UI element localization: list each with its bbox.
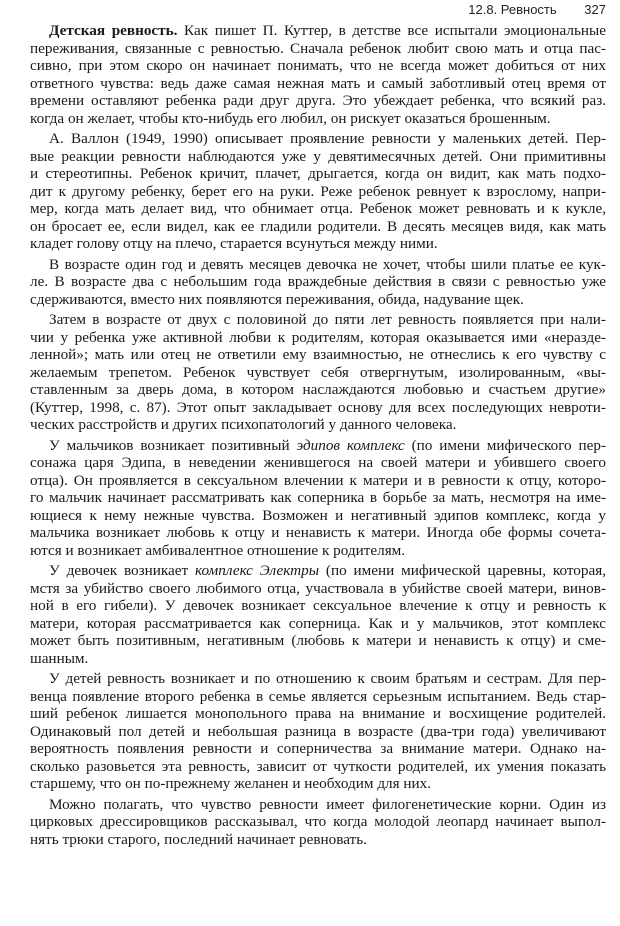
text-run: желаемым трепетом. Ребенок чувствует себя отвергнутым, изолированным, «вы- [30, 363, 606, 381]
text-line [30, 40, 606, 58]
text-line [30, 416, 606, 434]
text-run: переживания, связанные с ревностью. Сначала ребенок любит свою мать и отца пас- [30, 39, 606, 57]
text-run: он бросает ее, если видел, как ее гладили родители. В десять месяцев видя, как мать [30, 217, 606, 235]
text-line [30, 723, 606, 741]
text-line [30, 311, 606, 329]
text-run: мстя за убийство своего любимого отца, участвовала в убийстве своей матери, винов- [30, 579, 606, 597]
text-run: ются и возникает амбивалентное отношение к родителям. [30, 541, 406, 559]
section-title: 12.8. Ревность [468, 2, 557, 17]
text-line [30, 256, 606, 274]
text-run: А. Валлон (1949, 1990) описывает проявление ревности у маленьких детей. Пер- [49, 130, 606, 147]
italic-term: эдипов комплекс [296, 436, 405, 454]
text-run: (по имени мифической царевны, которая, [319, 562, 607, 579]
paragraph [30, 130, 606, 253]
text-run: сдерживаются, вместо них появляются переживания, обида, надувание щек. [30, 290, 524, 308]
text-run: чии у ребенка уже активной любви к родителям, которая оказывается ими «неразде- [30, 328, 606, 346]
text-run: отца). Он проявляется в сексуальном влечении к матери и в ревности к отцу, которо- [30, 471, 606, 489]
text-run: и стереотипны. Ребенок кричит, плачет, дрыгается, когда он видит, как мать подхо- [30, 165, 606, 182]
text-line [30, 831, 606, 849]
text-line [30, 688, 606, 706]
text-line [30, 92, 606, 110]
text-line [30, 218, 606, 236]
text-run: может быть позитивным, негативным (любовь к матери и ненависть к отцу) и сме- [30, 632, 606, 649]
text-line [30, 235, 606, 253]
text-run: Можно полагать, что чувство ревности имеет филогенетические корни. Один из [49, 795, 606, 813]
paragraph [30, 670, 606, 793]
text-line [30, 130, 606, 148]
text-run: ной в его гибели). У девочек возникает сексуальное влечение к отцу и ревность к [30, 597, 606, 614]
text-line [30, 364, 606, 382]
text-run: мер, когда мать делает вид, что обнимает отца. Ребенок может ревновать и к кукле, [30, 200, 606, 217]
text-run: У мальчиков возникает позитивный [49, 436, 297, 454]
text-line [30, 597, 606, 615]
text-line [30, 110, 606, 128]
text-run: вероятность появления ревности и соперничества за внимание матери. Однако на- [30, 740, 606, 757]
text-run: В возрасте один год и девять месяцев девочка не хочет, чтобы шили платье ее кук- [49, 255, 606, 273]
text-line [30, 758, 606, 776]
text-line [30, 542, 606, 560]
text-line [30, 632, 606, 650]
text-run: Одинаковый пол детей и небольшая разница в возрасте (два-три года) увеличивают [30, 722, 606, 740]
text-line [30, 346, 606, 364]
text-line [30, 472, 606, 490]
paragraph [30, 311, 606, 434]
italic-term: комплекс Электры [195, 562, 320, 579]
text-run: мальчика возникает любовь к отцу и ненависть к матери. Иногда обе формы сочета- [30, 524, 606, 541]
text-run: матери, которая рассматривается как соперница. Как и у мальчиков, этот комплекс [30, 614, 606, 632]
text-line [30, 200, 606, 218]
text-run: ший ребенок лишается монопольного права на внимание и восхищение родителей. [30, 705, 606, 722]
paragraph [30, 437, 606, 560]
text-run: ческих расстройств и других психопатологий у данного человека. [30, 416, 457, 433]
text-line [30, 796, 606, 814]
paragraph [30, 22, 606, 127]
page-body [30, 22, 606, 851]
text-line [30, 670, 606, 688]
text-run: дит к другому ребенку, берет его на руки. Реже ребенок ревнует к взрослому, напри- [30, 182, 606, 200]
text-run: У девочек возникает [49, 562, 195, 579]
text-run: сонажа царя Эдипа, в неведении женившегося на своей матери и убившего своего [30, 454, 606, 471]
paragraph [30, 256, 606, 309]
text-run: Как пишет П. Куттер, в детстве все испытали эмоциональные [177, 22, 606, 39]
text-run: когда он желает, чтобы кто-нибудь его любил, он рискует оказаться брошенным. [30, 109, 551, 127]
text-run: старшему, что он по-прежнему желанен и необходим для них. [30, 775, 432, 792]
text-line [30, 437, 606, 455]
text-run: (по имени мифического пер- [404, 436, 607, 454]
page-number: 327 [584, 2, 606, 17]
text-line [30, 57, 606, 75]
text-run: цирковых дрессировщиков рассказывал, что когда молодой леопард начинает выпол- [30, 813, 606, 830]
text-line [30, 580, 606, 598]
text-line [30, 489, 606, 507]
text-run: венца появление второго ребенка в семье является серьезным испытанием. Ведь стар- [30, 687, 606, 705]
text-run: нять трюки старого, последний начинает ревновать. [30, 830, 367, 848]
text-run: го мальчик начинает рассматривать как соперника в борьбе за мать, несмотря на име- [30, 489, 606, 506]
text-line [30, 329, 606, 347]
text-line [30, 165, 606, 183]
text-line [30, 562, 606, 580]
text-line [30, 148, 606, 166]
text-line [30, 75, 606, 93]
text-line [30, 705, 606, 723]
text-line [30, 381, 606, 399]
paragraph [30, 796, 606, 849]
text-line [30, 524, 606, 542]
text-line [30, 813, 606, 831]
text-line [30, 454, 606, 472]
text-line [30, 183, 606, 201]
text-run: сивно, при этом скоро он начинает понимать, что не всегда может добиться от них [30, 57, 606, 74]
text-run: Затем в возрасте от двух с половиной до пяти лет ревность появляется при нали- [49, 311, 606, 328]
text-run: кладет голову отцу на плечо, старается всунуться между ними. [30, 235, 438, 252]
text-run: вые реакции ревности наблюдаются уже у девятимесячных детей. Они примитивны [30, 147, 606, 165]
text-run: (Куттер, 1998, с. 87). Этот опыт закладывает основу для всех последующих невроти- [30, 398, 606, 416]
text-line [30, 291, 606, 309]
text-run: шанным. [30, 649, 89, 667]
text-run: ленной»; мать или отец не ответили ему взаимностью, не отнеслись к его чувству с [30, 346, 606, 363]
text-line [30, 650, 606, 668]
text-line [30, 22, 606, 40]
text-run: ставленным за дверь дома, в котором наслаждаются любовью и счастьем другие» [30, 381, 606, 398]
text-line [30, 740, 606, 758]
text-run: сколько разовьется эта ревность, зависит от чуткости родителей, их умения показать [30, 757, 606, 775]
bold-heading: Детская ревность. [49, 22, 178, 39]
text-line [30, 399, 606, 417]
text-line [30, 507, 606, 525]
text-line [30, 775, 606, 793]
text-run: ответного чувства: ведь даже самая нежная мать и самый заботливый отец время от [30, 74, 606, 92]
paragraph [30, 562, 606, 667]
text-run: У детей ревность возникает и по отношению к своим братьям и сестрам. Для пер- [49, 670, 606, 687]
text-run: ле. В возрасте два с небольшим года враждебные действия в связи с ревностью уже [30, 273, 606, 290]
text-line [30, 273, 606, 291]
text-line [30, 615, 606, 633]
text-run: ющиеся к нему нежные чувства. Возможен и негативный эдипов комплекс, когда у [30, 506, 606, 524]
text-run: времени оставляют ребенка ради друг друга. Это убеждает ребенка, что всякий раз. [30, 92, 606, 109]
running-header [468, 2, 606, 17]
